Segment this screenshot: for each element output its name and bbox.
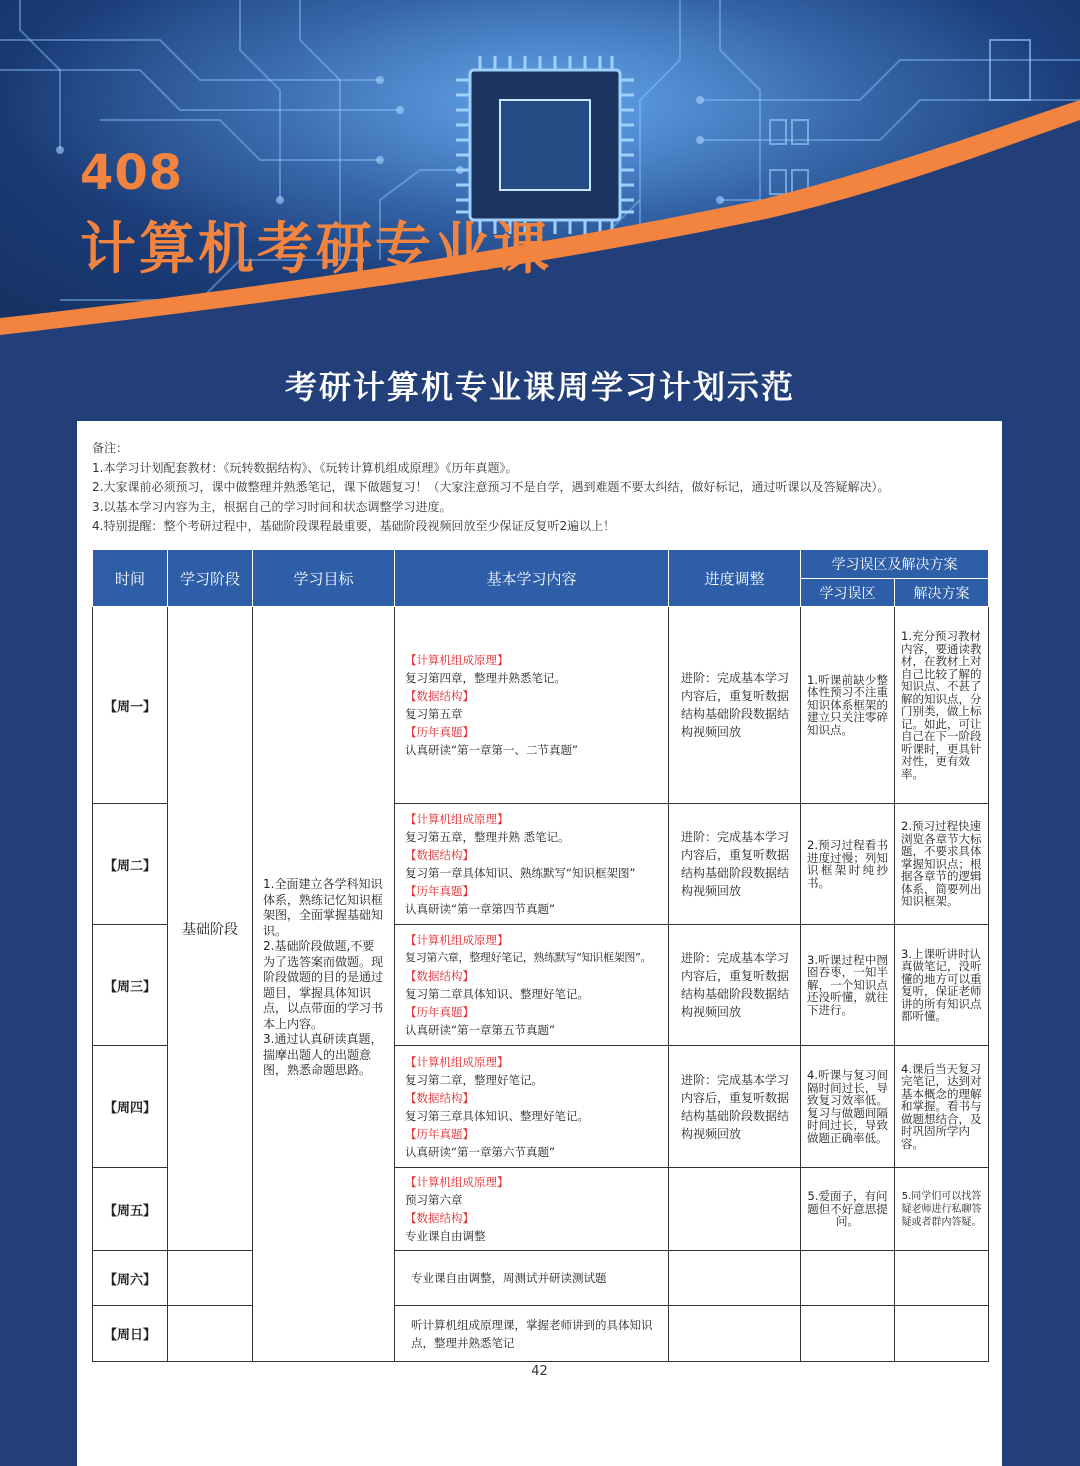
content-tag: 【数据结构】 [405,969,474,983]
content-text: 复习第二章具体知识、整理好笔记。 [405,987,589,1001]
mistake-cell: 3.听课过程中囫囵吞枣，一知半解，一个知识点还没听懂，就往下进行。 [801,925,895,1046]
goal-text: 1.全面建立各学科知识体系，熟练记忆知识框架图，全面掌握基础知识。 2.基础阶段做题,不要为了选答案而做题。现阶段做题的目的是通过题目，掌握具体知识点，以点带面的学习书本上内容。 3.通过认真研读真题，揣摩出题人的出题意图，熟悉命题思路。 [263,877,384,1077]
solution-cell [895,1306,989,1362]
content-text: 认真研读“第一章第六节真题” [405,1144,555,1159]
content-text: 复习第四章，整理并熟悉笔记。 [405,671,566,685]
progress-cell: 进阶：完成基本学习内容后，重复听数据结构基础阶段数据结构视频回放 [669,925,801,1046]
content-tag: 【计算机组成原理】 [405,653,509,667]
progress-cell [669,1168,801,1251]
content-tag: 【数据结构】 [405,1211,474,1225]
solution-cell: 4.课后当天复习完笔记，达到对基本概念的理解和掌握。看书与做题想结合，及时巩固所学内容。 [895,1046,989,1168]
page-footer [77,1364,1002,1466]
content-tag: 【历年真题】 [405,725,474,739]
content-tag: 【数据结构】 [405,1090,474,1105]
progress-cell: 进阶：完成基本学习内容后，重复听数据结构基础阶段数据结构视频回放 [669,1046,801,1168]
notes-section [92,439,992,537]
plan-panel [77,421,1002,1378]
content-tag: 【历年真题】 [405,1005,474,1019]
content-cell [395,925,669,1046]
day-cell: 【周一】 [93,607,168,804]
day-cell: 【周二】 [93,804,168,925]
note-item: 2.大家课前必须预习，课中做整理并熟悉笔记，课下做题复习！（大家注意预习不是自学，遇到难题不要太纠结，做好标记，通过听课以及答疑解决）。 [92,480,890,494]
solution-cell: 3.上课听讲时认真做笔记，没听懂的地方可以重复听，保证老师讲的所有知识点都听懂。 [895,925,989,1046]
content-cell [395,1168,669,1251]
mistake-cell: 5.爱面子，有问题但不好意思提问。 [801,1168,895,1251]
header-time: 时间 [93,550,168,607]
stage-cell-empty [168,1306,253,1362]
solution-cell: 1.充分预习教材内容，要通读教材，在教材上对自己比较了解的知识点、不甚了解的知识点，分门别类，做上标记。如此，可让自己在下一阶段听课时，更具针对性，更有效率。 [895,607,989,804]
progress-cell: 进阶：完成基本学习内容后，重复听数据结构基础阶段数据结构视频回放 [669,607,801,804]
solution-cell: 2.预习过程快速浏览各章节大标题，不要求具体掌握知识点；根据各章节的逻辑体系，简要列出知识框架。 [895,804,989,925]
header-mistakes: 学习误区 [801,579,895,607]
content-text: 认真研读“第一章第一、二节真题” [405,743,578,757]
mistake-cell: 4.听课与复习间隔时间过长，导致复习效率低。复习与做题间隔时间过长，导致做题正确率低。 [801,1046,895,1168]
table-row [93,607,989,804]
header-solutions: 解决方案 [895,579,989,607]
header-stage: 学习阶段 [168,550,253,607]
content-text: 复习第五章，整理并熟 悉笔记。 [405,830,570,844]
stage-cell-empty [168,1251,253,1306]
day-cell: 【周六】 [93,1251,168,1306]
day-cell: 【周五】 [93,1168,168,1251]
content-tag: 【计算机组成原理】 [405,1054,509,1069]
goal-cell [253,607,395,1362]
page-number: 42 [531,1364,548,1379]
mistake-cell [801,1251,895,1306]
content-tag: 【计算机组成原理】 [405,812,509,826]
page-subtitle: 考研计算机专业课周学习计划示范 [284,368,795,406]
content-tag: 【数据结构】 [405,848,474,862]
note-item: 4.特别提醒：整个考研过程中，基础阶段课程最重要，基础阶段视频回放至少保证反复听2遍以上！ [92,519,616,533]
header-goal: 学习目标 [253,550,395,607]
content-text: 预习第六章 [405,1193,463,1207]
content-tag: 【历年真题】 [405,884,474,898]
content-tag: 【计算机组成原理】 [405,1175,509,1189]
content-text: 认真研读“第一章第五节真题” [405,1023,555,1037]
progress-cell [669,1306,801,1362]
content-text: 复习第二章，整理好笔记。 [405,1072,543,1087]
table-row [93,1251,989,1306]
content-text: 复习第一章具体知识、熟练默写“知识框架图” [405,866,636,880]
header-mistakes-group: 学习误区及解决方案 [801,550,989,579]
table-row [93,1306,989,1362]
header-content: 基本学习内容 [395,550,669,607]
content-cell [395,607,669,804]
course-title: 计算机考研专业课 [80,217,552,282]
solution-cell [895,1251,989,1306]
solution-cell: 5.同学们可以找答疑老师进行私聊答疑或者群内答疑。 [895,1168,989,1251]
header-banner [0,0,1080,340]
content-tag: 【历年真题】 [405,1126,474,1141]
mistake-cell: 2.预习过程看书进度过慢；列知识框架时纯抄书。 [801,804,895,925]
content-text: 复习第五章 [405,707,463,721]
content-cell [395,804,669,925]
note-item: 3.以基本学习内容为主，根据自己的学习时间和状态调整学习进度。 [92,499,452,514]
notes-heading: 备注： [92,441,129,455]
weekly-plan-table [92,549,989,1362]
content-cell [395,1046,669,1168]
content-text: 复习第三章具体知识、整理好笔记。 [405,1108,589,1123]
course-number: 408 [80,145,184,201]
day-cell: 【周三】 [93,925,168,1046]
content-tag: 【数据结构】 [405,689,474,703]
content-text: 复习第六章，整理好笔记，熟练默写“知识框架图”。 [405,951,652,964]
content-text: 专业课自由调整 [405,1229,486,1243]
progress-cell: 进阶：完成基本学习内容后，重复听数据结构基础阶段数据结构视频回放 [669,804,801,925]
stage-cell: 基础阶段 [168,607,253,1251]
mistake-cell: 1.听课前缺少整体性预习不注重知识体系框架的建立只关注零碎知识点。 [801,607,895,804]
content-cell: 专业课自由调整，周测试并研读测试题 [395,1251,669,1306]
day-cell: 【周四】 [93,1046,168,1168]
day-cell: 【周日】 [93,1306,168,1362]
mistake-cell [801,1306,895,1362]
note-item: 1.本学习计划配套教材：《玩转数据结构》、《玩转计算机组成原理》《历年真题》。 [92,460,518,475]
content-text: 认真研读“第一章第四节真题” [405,902,555,916]
content-tag: 【计算机组成原理】 [405,933,509,947]
header-progress: 进度调整 [669,550,801,607]
progress-cell [669,1251,801,1306]
content-cell: 听计算机组成原理课，掌握老师讲到的具体知识点，整理并熟悉笔记 [395,1306,669,1362]
